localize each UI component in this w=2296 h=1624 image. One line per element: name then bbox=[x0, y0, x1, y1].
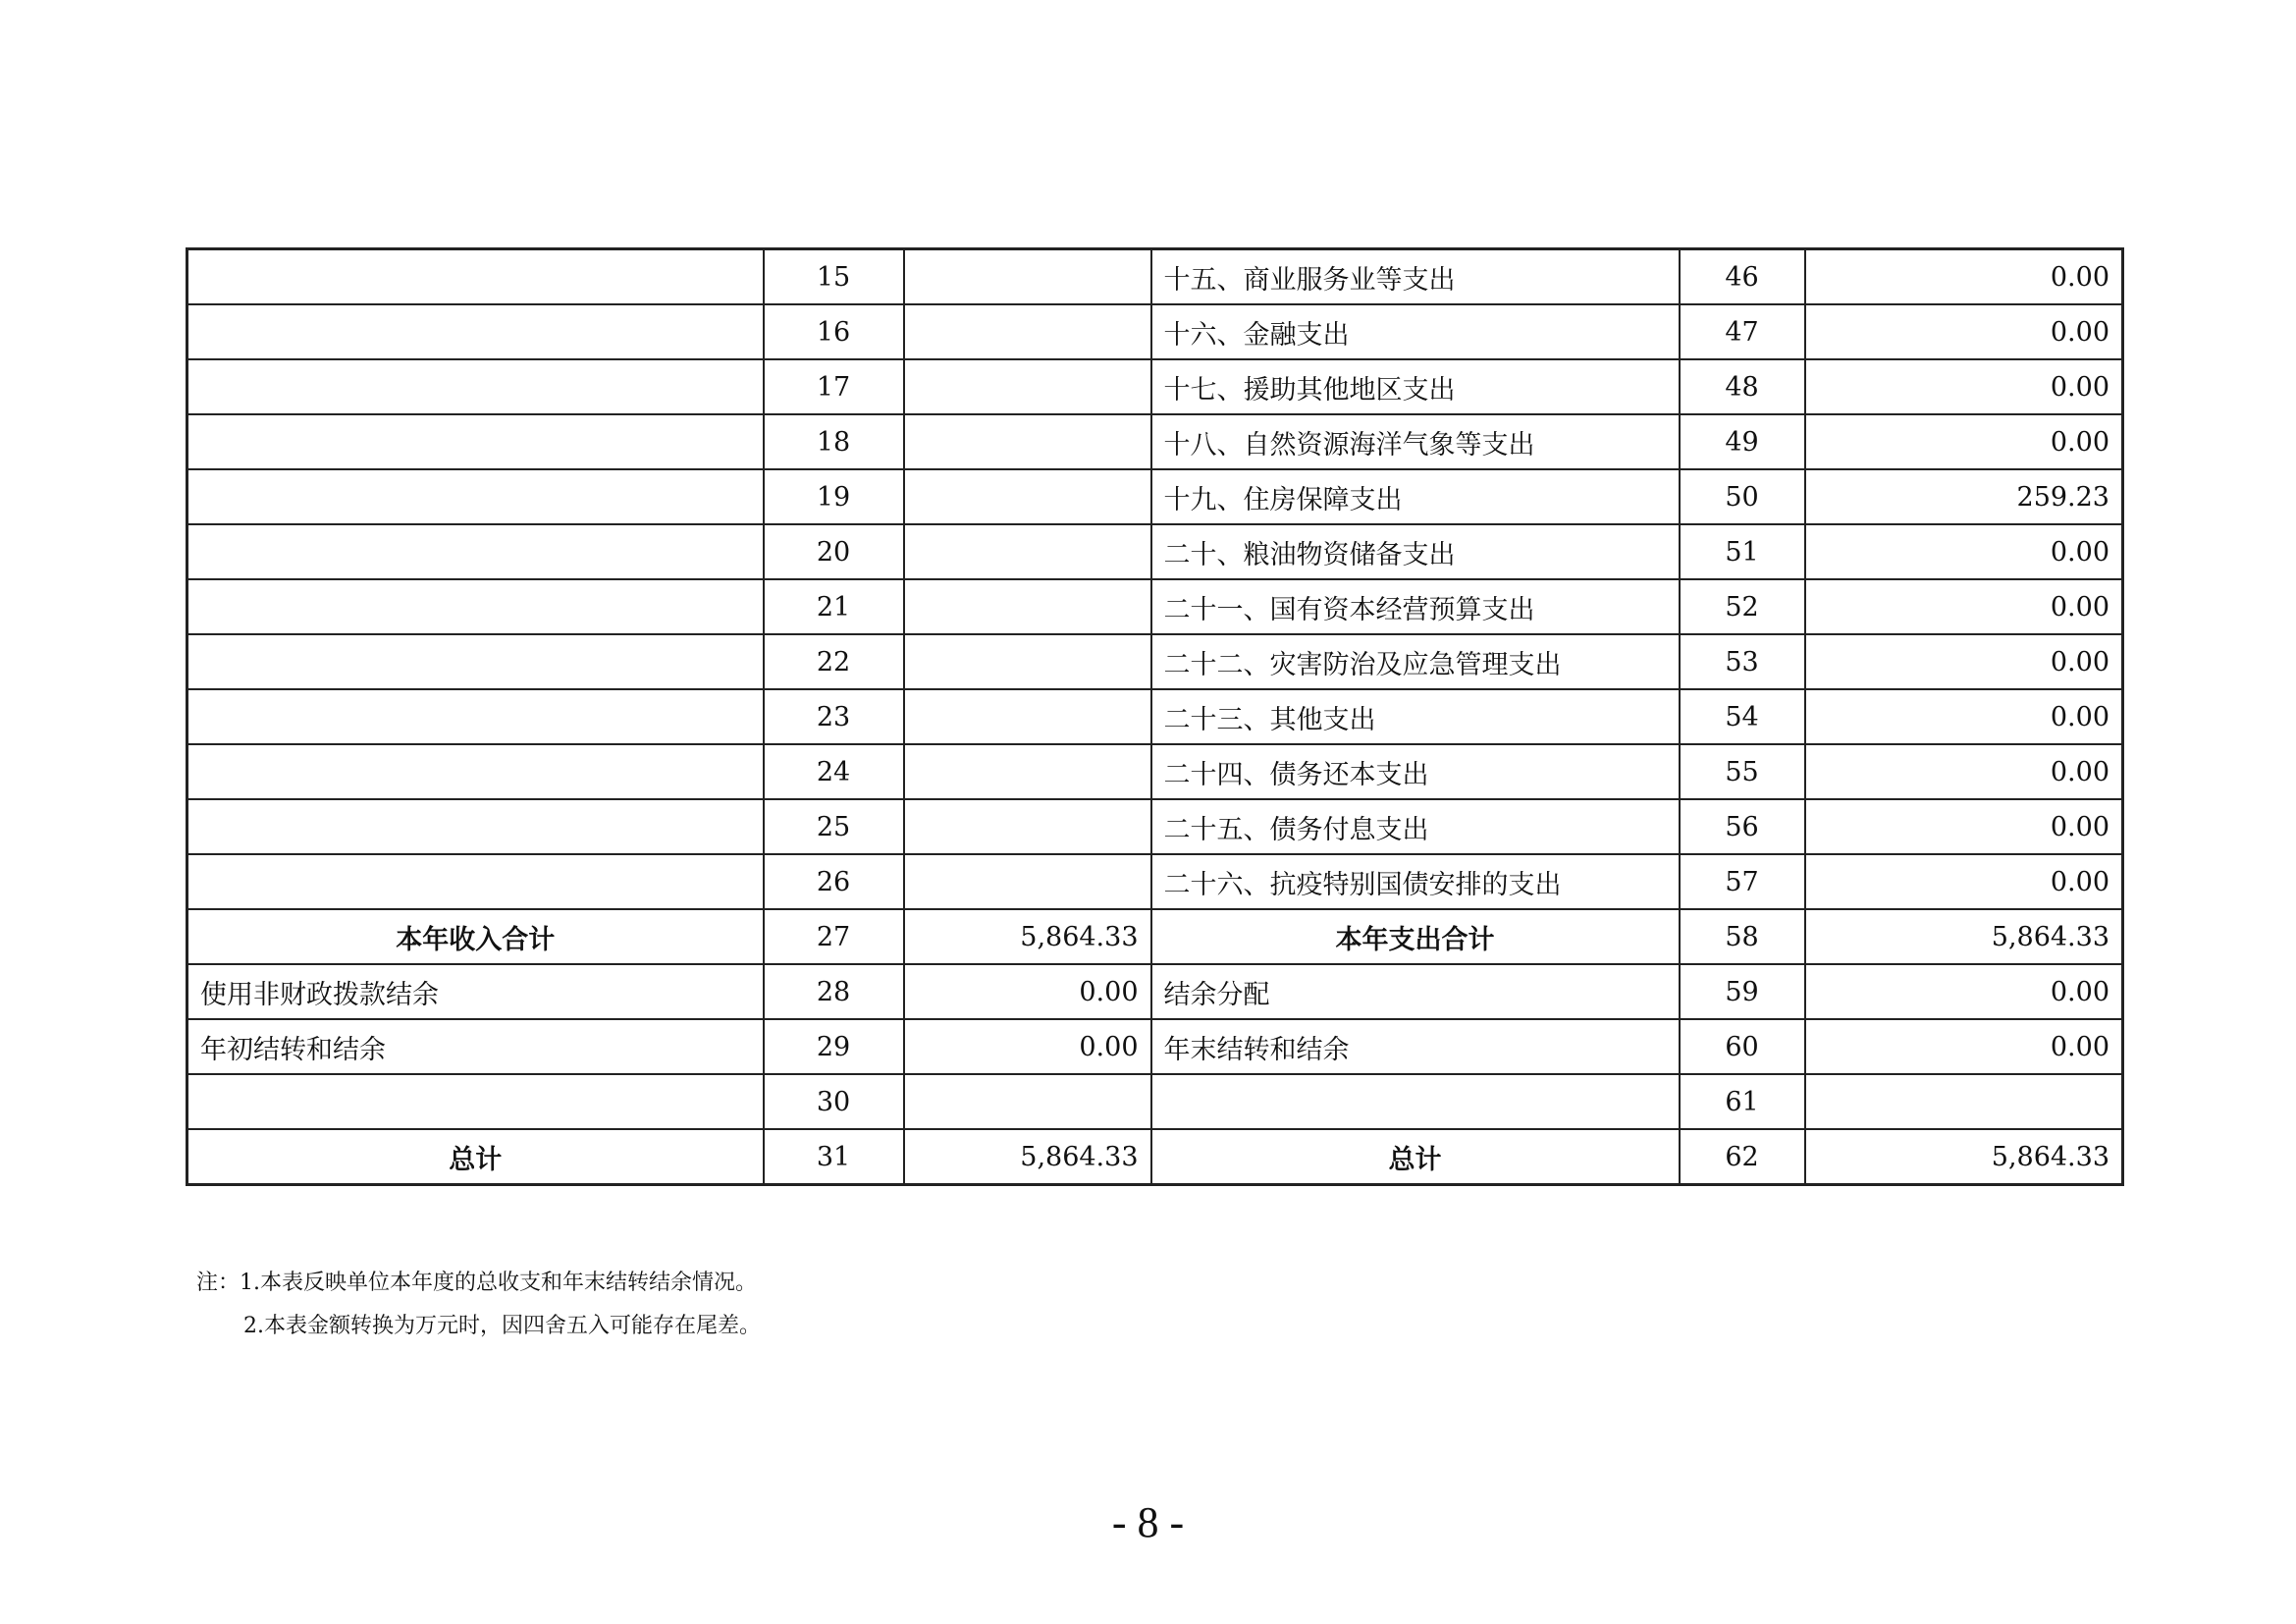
expenditure-amount-cell: 0.00 bbox=[1805, 524, 2123, 579]
income-item-cell bbox=[187, 689, 764, 744]
note-line-1: 注：1.本表反映单位本年度的总收支和年末结转结余情况。 bbox=[196, 1271, 757, 1295]
expenditure-line-number-cell: 55 bbox=[1680, 744, 1805, 799]
table-row bbox=[187, 579, 2123, 634]
income-amount-cell bbox=[904, 524, 1151, 579]
income-line-number-cell: 20 bbox=[764, 524, 904, 579]
income-item-cell bbox=[187, 1074, 764, 1129]
table-row bbox=[187, 964, 2123, 1019]
income-amount-cell bbox=[904, 249, 1151, 305]
expenditure-line-number-cell: 60 bbox=[1680, 1019, 1805, 1074]
income-amount-cell: 5,864.33 bbox=[904, 1129, 1151, 1185]
income-line-number-cell: 24 bbox=[764, 744, 904, 799]
income-item-cell bbox=[187, 359, 764, 414]
income-line-number-cell: 15 bbox=[764, 249, 904, 305]
income-line-number-cell: 26 bbox=[764, 854, 904, 909]
income-line-number-cell: 29 bbox=[764, 1019, 904, 1074]
table-row bbox=[187, 854, 2123, 909]
expenditure-amount-cell: 0.00 bbox=[1805, 744, 2123, 799]
expenditure-amount-cell: 0.00 bbox=[1805, 689, 2123, 744]
expenditure-line-number-cell: 59 bbox=[1680, 964, 1805, 1019]
table-row bbox=[187, 689, 2123, 744]
income-line-number-cell: 18 bbox=[764, 414, 904, 469]
expenditure-line-number-cell: 49 bbox=[1680, 414, 1805, 469]
expenditure-item-cell: 十八、自然资源海洋气象等支出 bbox=[1151, 414, 1680, 469]
income-item-cell: 总计 bbox=[187, 1129, 764, 1185]
income-item-cell: 年初结转和结余 bbox=[187, 1019, 764, 1074]
expenditure-amount-cell: 259.23 bbox=[1805, 469, 2123, 524]
income-line-number-cell: 23 bbox=[764, 689, 904, 744]
income-line-number-cell: 31 bbox=[764, 1129, 904, 1185]
expenditure-line-number-cell: 48 bbox=[1680, 359, 1805, 414]
expenditure-amount-cell: 5,864.33 bbox=[1805, 909, 2123, 964]
income-amount-cell bbox=[904, 799, 1151, 854]
expenditure-item-cell: 十七、援助其他地区支出 bbox=[1151, 359, 1680, 414]
page-number: - 8 - bbox=[1111, 1498, 1185, 1546]
income-amount-cell bbox=[904, 689, 1151, 744]
income-amount-cell bbox=[904, 414, 1151, 469]
income-line-number-cell: 21 bbox=[764, 579, 904, 634]
expenditure-item-cell: 二十、粮油物资储备支出 bbox=[1151, 524, 1680, 579]
expenditure-item-cell: 二十三、其他支出 bbox=[1151, 689, 1680, 744]
income-item-cell bbox=[187, 249, 764, 305]
income-item-cell: 使用非财政拨款结余 bbox=[187, 964, 764, 1019]
income-line-number-cell: 17 bbox=[764, 359, 904, 414]
income-amount-cell: 5,864.33 bbox=[904, 909, 1151, 964]
expenditure-amount-cell: 0.00 bbox=[1805, 1019, 2123, 1074]
income-item-cell bbox=[187, 579, 764, 634]
expenditure-line-number-cell: 56 bbox=[1680, 799, 1805, 854]
income-line-number-cell: 27 bbox=[764, 909, 904, 964]
income-amount-cell bbox=[904, 359, 1151, 414]
expenditure-line-number-cell: 57 bbox=[1680, 854, 1805, 909]
expenditure-line-number-cell: 52 bbox=[1680, 579, 1805, 634]
income-amount-cell: 0.00 bbox=[904, 1019, 1151, 1074]
expenditure-item-cell bbox=[1151, 1074, 1680, 1129]
expenditure-item-cell: 二十二、灾害防治及应急管理支出 bbox=[1151, 634, 1680, 689]
income-amount-cell bbox=[904, 634, 1151, 689]
income-amount-cell bbox=[904, 469, 1151, 524]
table-row bbox=[187, 1074, 2123, 1129]
income-item-cell bbox=[187, 524, 764, 579]
expenditure-item-cell: 本年支出合计 bbox=[1151, 909, 1680, 964]
income-item-cell bbox=[187, 744, 764, 799]
expenditure-item-cell: 二十一、国有资本经营预算支出 bbox=[1151, 579, 1680, 634]
income-amount-cell bbox=[904, 1074, 1151, 1129]
expenditure-item-cell: 年末结转和结余 bbox=[1151, 1019, 1680, 1074]
expenditure-amount-cell: 0.00 bbox=[1805, 854, 2123, 909]
expenditure-amount-cell: 0.00 bbox=[1805, 799, 2123, 854]
income-amount-cell: 0.00 bbox=[904, 964, 1151, 1019]
income-amount-cell bbox=[904, 304, 1151, 359]
expenditure-line-number-cell: 53 bbox=[1680, 634, 1805, 689]
table-row bbox=[187, 744, 2123, 799]
income-line-number-cell: 28 bbox=[764, 964, 904, 1019]
expenditure-item-cell: 十九、住房保障支出 bbox=[1151, 469, 1680, 524]
table-row bbox=[187, 524, 2123, 579]
income-item-cell bbox=[187, 304, 764, 359]
expenditure-item-cell: 十六、金融支出 bbox=[1151, 304, 1680, 359]
expenditure-item-cell: 结余分配 bbox=[1151, 964, 1680, 1019]
income-item-cell bbox=[187, 469, 764, 524]
expenditure-item-cell: 总计 bbox=[1151, 1129, 1680, 1185]
table-row bbox=[187, 634, 2123, 689]
expenditure-line-number-cell: 61 bbox=[1680, 1074, 1805, 1129]
table-row bbox=[187, 799, 2123, 854]
expenditure-item-cell: 二十六、抗疫特别国债安排的支出 bbox=[1151, 854, 1680, 909]
table-row bbox=[187, 414, 2123, 469]
income-line-number-cell: 16 bbox=[764, 304, 904, 359]
expenditure-amount-cell: 0.00 bbox=[1805, 964, 2123, 1019]
income-amount-cell bbox=[904, 579, 1151, 634]
income-item-cell bbox=[187, 854, 764, 909]
expenditure-line-number-cell: 51 bbox=[1680, 524, 1805, 579]
income-line-number-cell: 25 bbox=[764, 799, 904, 854]
table-row bbox=[187, 909, 2123, 964]
expenditure-line-number-cell: 50 bbox=[1680, 469, 1805, 524]
expenditure-amount-cell: 5,864.33 bbox=[1805, 1129, 2123, 1185]
expenditure-line-number-cell: 58 bbox=[1680, 909, 1805, 964]
expenditure-amount-cell: 0.00 bbox=[1805, 414, 2123, 469]
expenditure-amount-cell: 0.00 bbox=[1805, 249, 2123, 305]
expenditure-amount-cell: 0.00 bbox=[1805, 304, 2123, 359]
income-line-number-cell: 22 bbox=[764, 634, 904, 689]
expenditure-amount-cell: 0.00 bbox=[1805, 579, 2123, 634]
table-body bbox=[187, 249, 2123, 1185]
income-item-cell bbox=[187, 414, 764, 469]
expenditure-item-cell: 二十四、债务还本支出 bbox=[1151, 744, 1680, 799]
table-row bbox=[187, 359, 2123, 414]
note-line-2: 2.本表金额转换为万元时，因四舍五入可能存在尾差。 bbox=[243, 1314, 761, 1338]
expenditure-line-number-cell: 46 bbox=[1680, 249, 1805, 305]
expenditure-line-number-cell: 54 bbox=[1680, 689, 1805, 744]
expenditure-item-cell: 十五、商业服务业等支出 bbox=[1151, 249, 1680, 305]
income-line-number-cell: 30 bbox=[764, 1074, 904, 1129]
income-expenditure-table bbox=[186, 247, 2124, 1186]
income-item-cell bbox=[187, 634, 764, 689]
income-amount-cell bbox=[904, 854, 1151, 909]
income-line-number-cell: 19 bbox=[764, 469, 904, 524]
expenditure-item-cell: 二十五、债务付息支出 bbox=[1151, 799, 1680, 854]
expenditure-line-number-cell: 62 bbox=[1680, 1129, 1805, 1185]
table-row bbox=[187, 249, 2123, 305]
table-notes bbox=[196, 1262, 761, 1348]
expenditure-amount-cell bbox=[1805, 1074, 2123, 1129]
table-row bbox=[187, 304, 2123, 359]
income-item-cell bbox=[187, 799, 764, 854]
expenditure-amount-cell: 0.00 bbox=[1805, 634, 2123, 689]
table-row bbox=[187, 1129, 2123, 1185]
expenditure-amount-cell: 0.00 bbox=[1805, 359, 2123, 414]
table-row bbox=[187, 1019, 2123, 1074]
expenditure-line-number-cell: 47 bbox=[1680, 304, 1805, 359]
table-row bbox=[187, 469, 2123, 524]
income-amount-cell bbox=[904, 744, 1151, 799]
income-item-cell: 本年收入合计 bbox=[187, 909, 764, 964]
